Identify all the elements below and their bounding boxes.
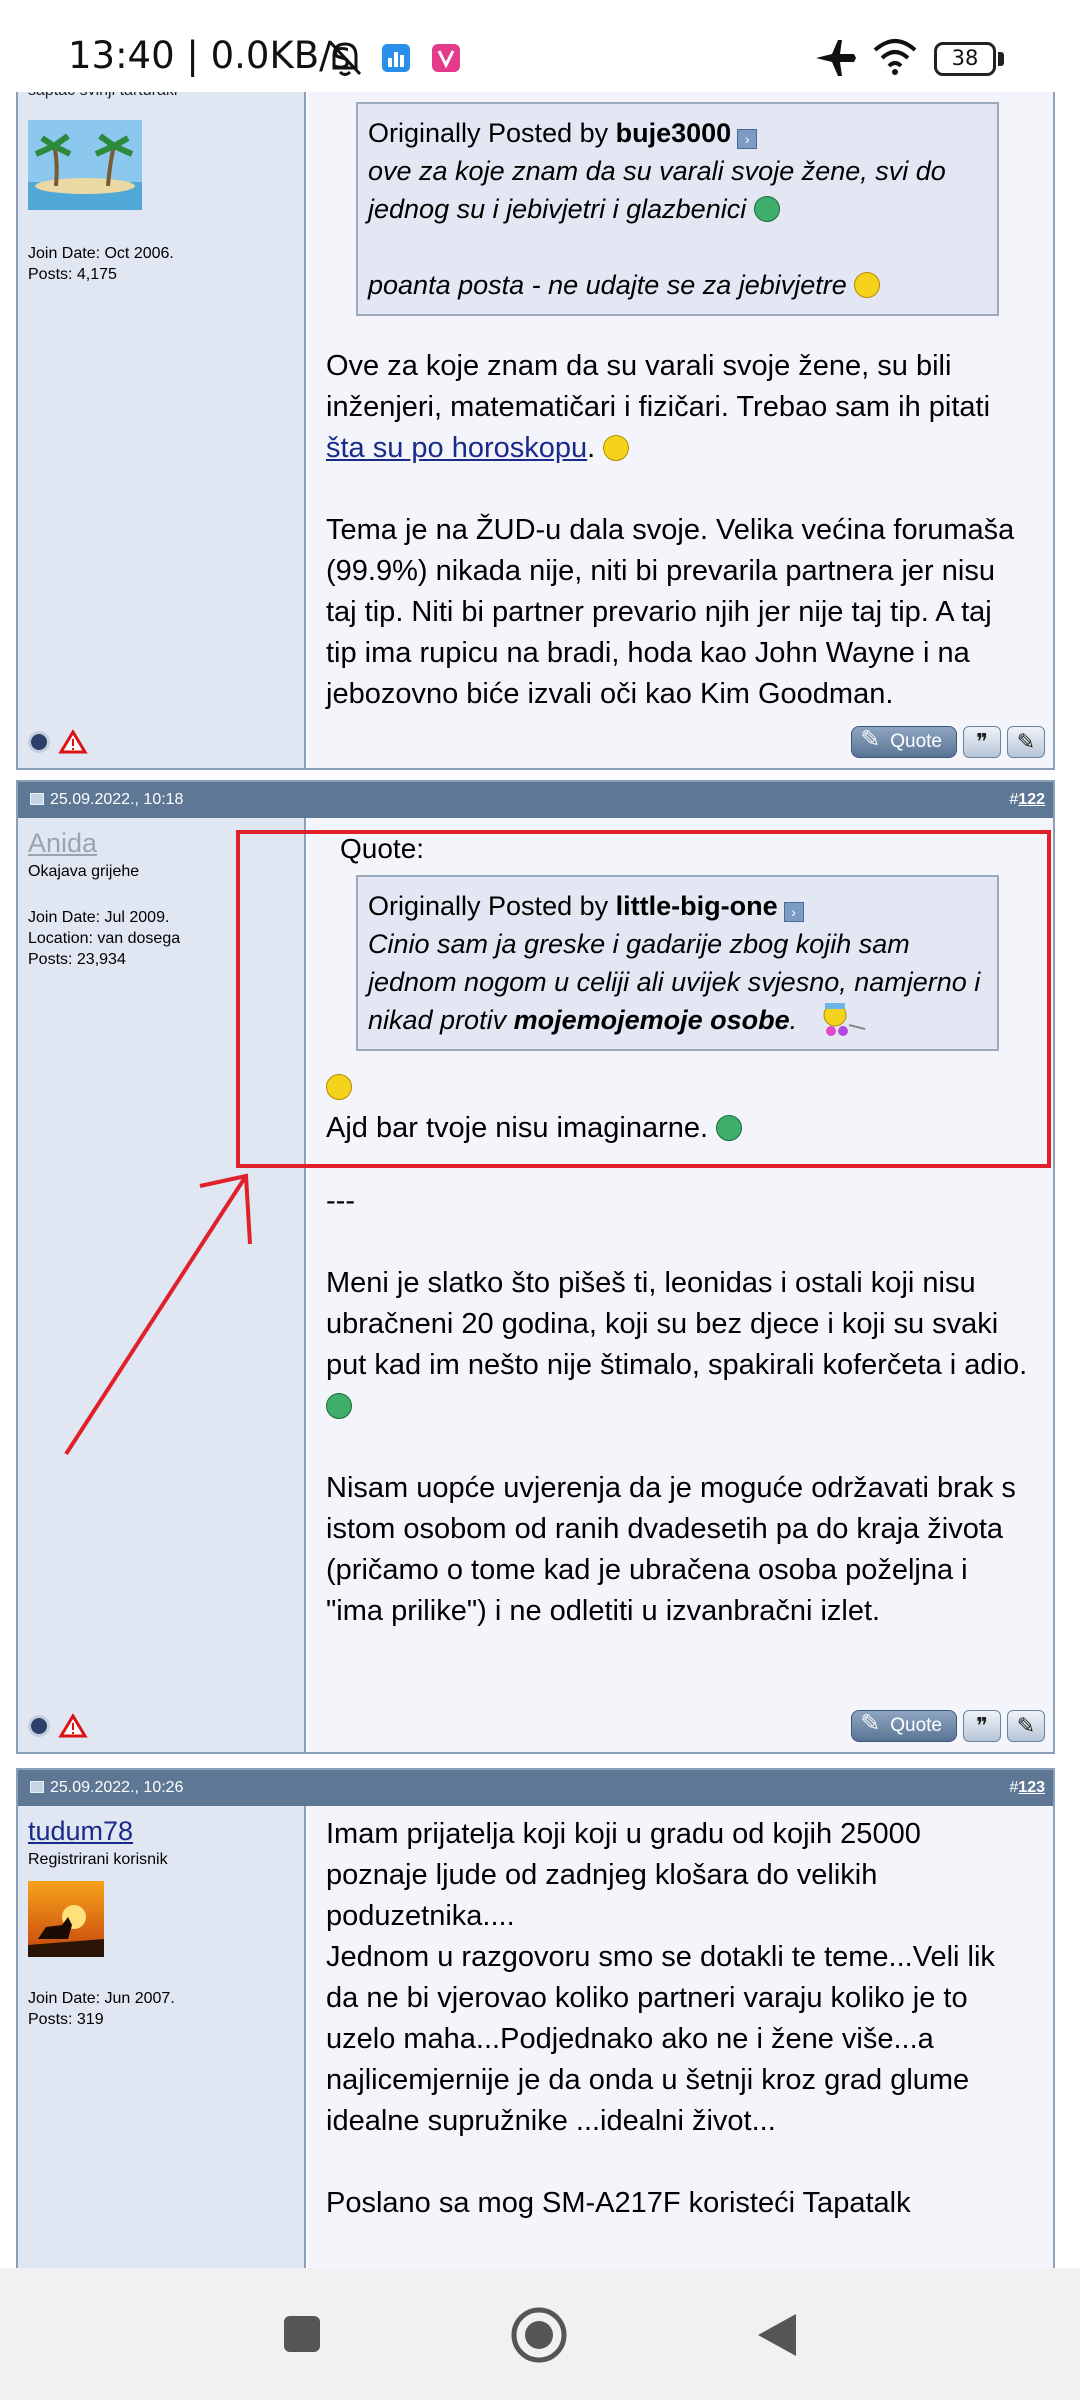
avatar[interactable] (28, 120, 142, 210)
post-status-icons (28, 1714, 86, 1738)
navigation-bar (0, 2268, 1080, 2400)
message-text: Meni je slatko što pišeš ti, leonidas i ostali koji nisu ubračneni 20 godina, koji su bez djece i koji su svaki put kad im nešto nije štimalo, spakirali koferčeta i adio. (326, 1267, 1028, 1381)
smiley-icon (326, 1393, 352, 1419)
user-title: Registrirani korisnik (28, 1851, 168, 1868)
quick-reply-button[interactable]: ✎ (1007, 726, 1045, 758)
multi-quote-button[interactable]: ❞ (963, 1710, 1001, 1742)
quote-button[interactable]: ✎ Quote (851, 726, 957, 758)
battery-indicator: 38 (934, 42, 996, 76)
separator-text: --- (326, 1185, 355, 1217)
user-location: Location: van dosega (28, 930, 181, 947)
quote-label: Quote: (340, 833, 425, 864)
user-join-date: Join Date: Jun 2007. (28, 1990, 175, 2007)
quote-author[interactable]: little-big-one (615, 891, 778, 921)
post-message (308, 1806, 1053, 2326)
post-body (18, 54, 1053, 768)
multi-quote-button[interactable]: ❞ (963, 726, 1001, 758)
post-number (1009, 791, 1045, 809)
post-permalink[interactable]: 123 (1018, 1779, 1045, 1796)
forum-post (16, 1768, 1055, 2328)
message-paragraph-2: Nisam uopće uvjerenja da je moguće održavati brak s istom osobom od ranih dvadesetih pa do kraja života (pričamo o tome kad je ubračena osoba poželjna i "ima prilike") i ne odletiti u izvanbračni izlet. (326, 1472, 1016, 1627)
post-actions (851, 726, 1045, 758)
wifi-icon (872, 38, 918, 76)
message-paragraph: Imam prijatelja koji koji u gradu od kojih 25000 poznaje ljude od zadnjeg klošara do velikih poduzetnika.... (326, 1818, 921, 1932)
smiley-icon (603, 435, 629, 461)
post-permalink[interactable]: 122 (1018, 791, 1045, 808)
home-icon[interactable] (510, 2306, 568, 2364)
quick-reply-button[interactable]: ✎ (1007, 1710, 1045, 1742)
user-post-count: Posts: 23,934 (28, 951, 126, 968)
reply-text-content: Ajd bar tvoje nisu imaginarne. (326, 1112, 709, 1144)
status-time: 13:40 | 0.0KB/s (68, 34, 351, 77)
post-header (18, 782, 1053, 818)
user-info-column (18, 54, 306, 768)
quote-text-2: poanta posta - ne udajte se za jebivjetre (368, 270, 847, 300)
quote-bold-text: mojemojemoje osobe (513, 1005, 790, 1035)
message-paragraph (326, 1263, 1039, 1427)
view-post-icon[interactable]: › (784, 902, 804, 922)
user-info-column (18, 1806, 306, 2326)
message-text: Ove za koje znam da su varali svoje žene, su bili inženjeri, matematičari i fizičari. Trebao sam ih pitati (326, 350, 991, 423)
username[interactable]: tudum78 (28, 1816, 134, 1846)
view-post-icon[interactable]: › (737, 129, 757, 149)
forum-thread[interactable] (0, 92, 1080, 2268)
user-join-date: Join Date: Oct 2006. (28, 245, 174, 262)
smiley-icon (854, 272, 880, 298)
user-join-date: Join Date: Jul 2009. (28, 909, 170, 926)
airplane-icon (814, 38, 858, 78)
post-number-hash: # (1009, 1779, 1019, 1796)
post-body (18, 1806, 1053, 2326)
quote-text: ove za koje znam da su varali svoje žene, svi do jednog su i jebivjetri i glazbenici (368, 156, 946, 224)
offline-status-icon (28, 1715, 50, 1737)
bell-muted-icon (326, 38, 364, 78)
signature-text: Poslano sa mog SM-A217F koristeći Tapatalk (326, 2187, 911, 2219)
smiley-icon (754, 196, 780, 222)
post-number-hash: # (1009, 791, 1019, 808)
post-header (18, 1770, 1053, 1806)
post-actions (851, 1710, 1045, 1742)
post-date: 25.09.2022., 10:18 (30, 791, 183, 809)
quote-prefix: Originally Posted by (368, 118, 616, 148)
username[interactable]: Anida (28, 828, 98, 858)
back-icon[interactable] (756, 2312, 798, 2358)
user-post-count: Posts: 4,175 (28, 266, 117, 283)
report-post-icon[interactable] (60, 730, 86, 754)
quote-text-end: . (789, 1005, 798, 1035)
post-status-icons (28, 730, 86, 754)
app-notification-icon (432, 44, 460, 72)
post-date: 25.09.2022., 10:26 (30, 1779, 183, 1797)
message-paragraph (326, 346, 1039, 469)
user-title: Okajava grijehe (28, 863, 140, 880)
message-text-end: . (587, 432, 596, 464)
quote-box (356, 102, 999, 316)
highlight-annotation-rectangle (236, 830, 1051, 1168)
quote-text: Cinio sam ja greske i gadarije zbog kojih sam jednom nogom u celiji ali uvijek svjesno, namjerno i nikad protiv (368, 929, 981, 1035)
message-paragraph-2: Jednom u razgovoru smo se dotakli te teme...Veli lik da ne bi vjerovao koliko partneri varaju koliko je to uzelo maha...Podjednako ako ne i žene više...a najlicemjernije je da onda u šetnji kroz grad glume idealne supružnike ...idealni život... (326, 1941, 995, 2137)
quote-prefix: Originally Posted by (368, 891, 616, 921)
forum-post (16, 52, 1055, 770)
offline-status-icon (28, 731, 50, 753)
report-post-icon[interactable] (60, 1714, 86, 1738)
stats-app-icon (382, 44, 410, 72)
user-post-count: Posts: 319 (28, 2011, 104, 2028)
battery-tip (998, 52, 1004, 66)
recent-apps-icon[interactable] (282, 2314, 322, 2354)
avatar[interactable] (28, 1881, 104, 1957)
post-message (308, 54, 1053, 768)
post-number (1009, 1779, 1045, 1797)
quote-button[interactable]: ✎ Quote (851, 1710, 957, 1742)
quote-author[interactable]: buje3000 (615, 118, 732, 148)
message-paragraph-2: Tema je na ŽUD-u dala svoje. Velika većina forumaša (99.9%) nikada nije, niti bi prevarila partnera jer nisu taj tip. Niti bi partner prevario njih jer nije taj tip. A taj tip ima rupicu na bradi, hoda kao John Wayne i na jebozovno biće izvali oči kao Kim Goodman. (326, 514, 1015, 710)
horoscope-link[interactable]: šta su po horoskopu (326, 432, 588, 464)
status-bar (0, 0, 1080, 92)
